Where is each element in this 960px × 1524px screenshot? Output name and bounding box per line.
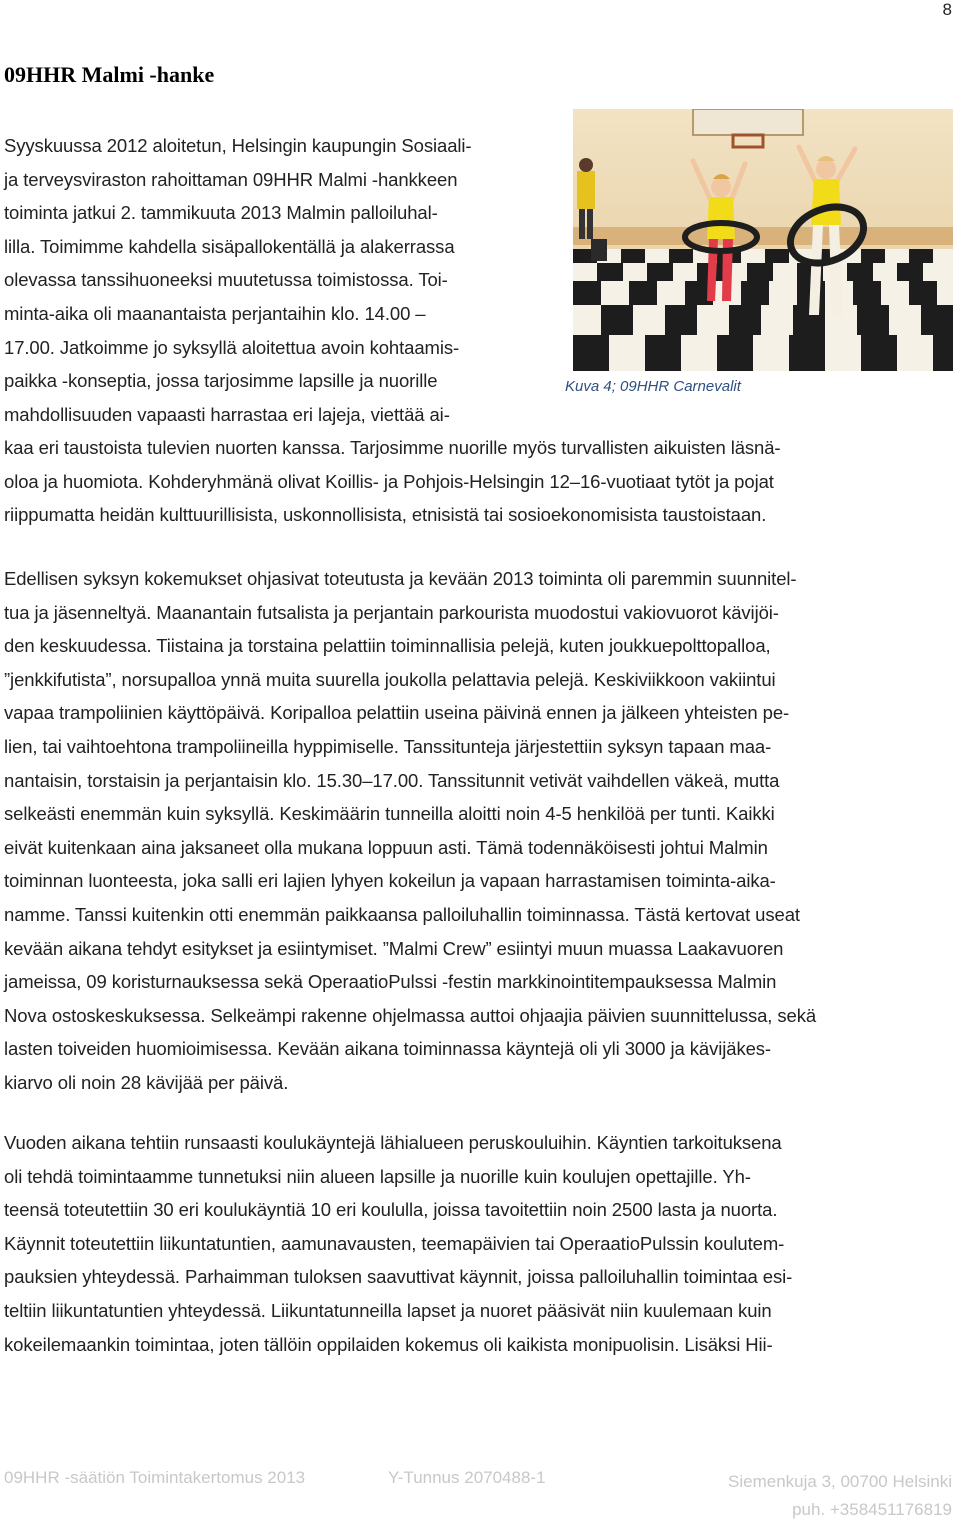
text-line: vapaa trampoliinien käyttöpäivä. Koripalloa pelattiin useina päivinä ennen ja jälkeen yhteisten pe- bbox=[4, 702, 790, 724]
text-line: kokeilemaankin toimintaa, joten tällöin oppilaiden kokemus oli kaikista monipuolisin. Lisäksi Hii- bbox=[4, 1333, 773, 1355]
text-line: oli tehdä toimintaamme tunnetuksi niin alueen lapsille ja nuorille kuin koulujen opettajille. Yh- bbox=[4, 1165, 751, 1187]
text-line: paikka -konseptia, jossa tarjosimme lapsille ja nuorille bbox=[4, 370, 438, 392]
text-line: Syyskuussa 2012 aloitetun, Helsingin kaupungin Sosiaali- bbox=[4, 135, 472, 156]
footer-address: Siemenkuja 3, 00700 Helsinki bbox=[728, 1472, 952, 1491]
footer-organization: 09HHR -säätiön Toimintakertomus 2013 bbox=[4, 1468, 306, 1487]
text-line: lien, tai vaihtoehtona trampoliineilla hyppimiselle. Tanssitunteja järjestettiin syksyn tapaan maa- bbox=[4, 735, 772, 757]
text-line: Vuoden aikana tehtiin runsaasti koulukäyntejä lähialueen peruskouluihin. Käyntien tarkoituksena bbox=[4, 1132, 782, 1153]
text-line: lasten toiveiden huomioimisessa. Kevään aikana toiminnassa käyntejä oli yli 3000 ja kävijäkes- bbox=[4, 1038, 771, 1060]
text-line: kaa eri taustoista tulevien nuorten kanssa. Tarjosimme nuorille myös turvallisten aikuisten läsnä- bbox=[4, 437, 781, 458]
text-line: minta-aika oli maanantaista perjantaihin klo. 14.00 – bbox=[4, 302, 426, 324]
text-line: eivät kuitenkaan aina jaksaneet olla mukana loppuun asti. Tämä todennäköisesti johtui Malmin bbox=[4, 836, 768, 858]
text-line: toiminnan luonteesta, joka salli eri lajien lyhyen kokeilun ja vapaan harrastamisen toiminta-aika- bbox=[4, 870, 776, 892]
text-line: nantaisin, torstaisin ja perjantaisin klo. 15.30–17.00. Tanssitunnit vetivät vaihdellen väkeä, mutta bbox=[4, 769, 780, 791]
text-line: kiarvo oli noin 28 kävijää per päivä. bbox=[4, 1071, 289, 1093]
text-line: jameissa, 09 koristurnauksessa sekä OperaatioPulssi -festin markkinointitempauksessa Malmin bbox=[4, 971, 777, 993]
paragraph-2 bbox=[4, 562, 956, 1100]
text-line: namme. Tanssi kuitenkin otti enemmän paikkaansa palloiluhallin toiminnassa. Tästä kertovat useat bbox=[4, 903, 800, 925]
text-line: ja terveysviraston rahoittaman 09HHR Malmi -hankkeen bbox=[4, 168, 458, 190]
text-line: pauksien yhteydessä. Parhaimman tuloksen saavuttivat käynnit, joissa palloiluhallin toimintaa esi- bbox=[4, 1266, 793, 1288]
footer-phone: puh. +358451176819 bbox=[792, 1500, 952, 1519]
footer-business-id: Y-Tunnus 2070488-1 bbox=[388, 1468, 546, 1487]
text-line: teltiin liikuntatuntien yhteydessä. Liikuntatunneilla lapset ja nuoret pääsivät niin kuulemaan kuin bbox=[4, 1299, 772, 1321]
text-line: selkeästi enemmän kuin syksyllä. Keskimäärin tunneilla aloitti noin 4-5 henkilöä per tunti. Kaikki bbox=[4, 803, 775, 825]
photo-caption: Kuva 4; 09HHR Carnevalit bbox=[565, 378, 741, 395]
gym-photo-image bbox=[573, 109, 953, 371]
footer-contact bbox=[728, 1468, 952, 1524]
paragraph-1-continued bbox=[4, 431, 956, 532]
text-line: toiminta jatkui 2. tammikuuta 2013 Malmin palloiluhal- bbox=[4, 202, 438, 224]
text-line: oloa ja huomiota. Kohderyhmänä olivat Koillis- ja Pohjois-Helsingin 12–16-vuotiaat tytöt ja pojat bbox=[4, 470, 774, 492]
text-line: den keskuudessa. Tiistaina ja torstaina pelattiin toiminnallisia pelejä, kuten joukkuepolttopalloa, bbox=[4, 635, 771, 657]
paragraph-3 bbox=[4, 1126, 956, 1361]
text-line: olevassa tanssihuoneeksi muutetussa toimistossa. Toi- bbox=[4, 269, 448, 291]
intro-paragraph bbox=[4, 129, 549, 431]
text-line: teensä toteutettiin 30 eri koulukäyntiä 10 eri koululla, joissa tavoitettiin noin 2500 lasta ja nuorta. bbox=[4, 1199, 778, 1221]
text-line: tua ja jäsenneltyä. Maanantain futsalista ja perjantain parkourista muodostui vakiovuorot kävijöi- bbox=[4, 601, 779, 623]
text-line: kevään aikana tehdyt esitykset ja esiintymiset. ”Malmi Crew” esiintyi muun muassa Laakavuoren bbox=[4, 937, 784, 959]
text-line: Nova ostoskeskuksessa. Selkeämpi rakenne ohjelmassa auttoi ohjaajia päivien suunnittelussa, sekä bbox=[4, 1004, 817, 1026]
gym-photo bbox=[573, 109, 953, 371]
section-title: 09HHR Malmi -hanke bbox=[4, 62, 215, 87]
text-line: ”jenkkifutista”, norsupalloa ynnä muita suurella joukolla pelattavia pelejä. Keskiviikkoon vakiintui bbox=[4, 668, 776, 690]
text-line: riippumatta heidän kulttuurillisista, uskonnollisista, etnisistä tai sosioekonomisista taustoistaan. bbox=[4, 504, 767, 526]
page-number: 8 bbox=[942, 0, 952, 19]
text-line: Käynnit toteutettiin liikuntatuntien, aamunavausten, teemapäivien tai OperaatioPulssin koulutem- bbox=[4, 1232, 785, 1254]
text-line: lilla. Toimimme kahdella sisäpallokentällä ja alakerrassa bbox=[4, 235, 455, 257]
text-line: mahdollisuuden vapaasti harrastaa eri lajeja, viettää ai- bbox=[4, 403, 450, 425]
text-line: 17.00. Jatkoimme jo syksyllä aloitettua avoin kohtaamis- bbox=[4, 336, 460, 358]
text-line: Edellisen syksyn kokemukset ohjasivat toteutusta ja kevään 2013 toiminta oli paremmin suunnitel- bbox=[4, 568, 797, 589]
